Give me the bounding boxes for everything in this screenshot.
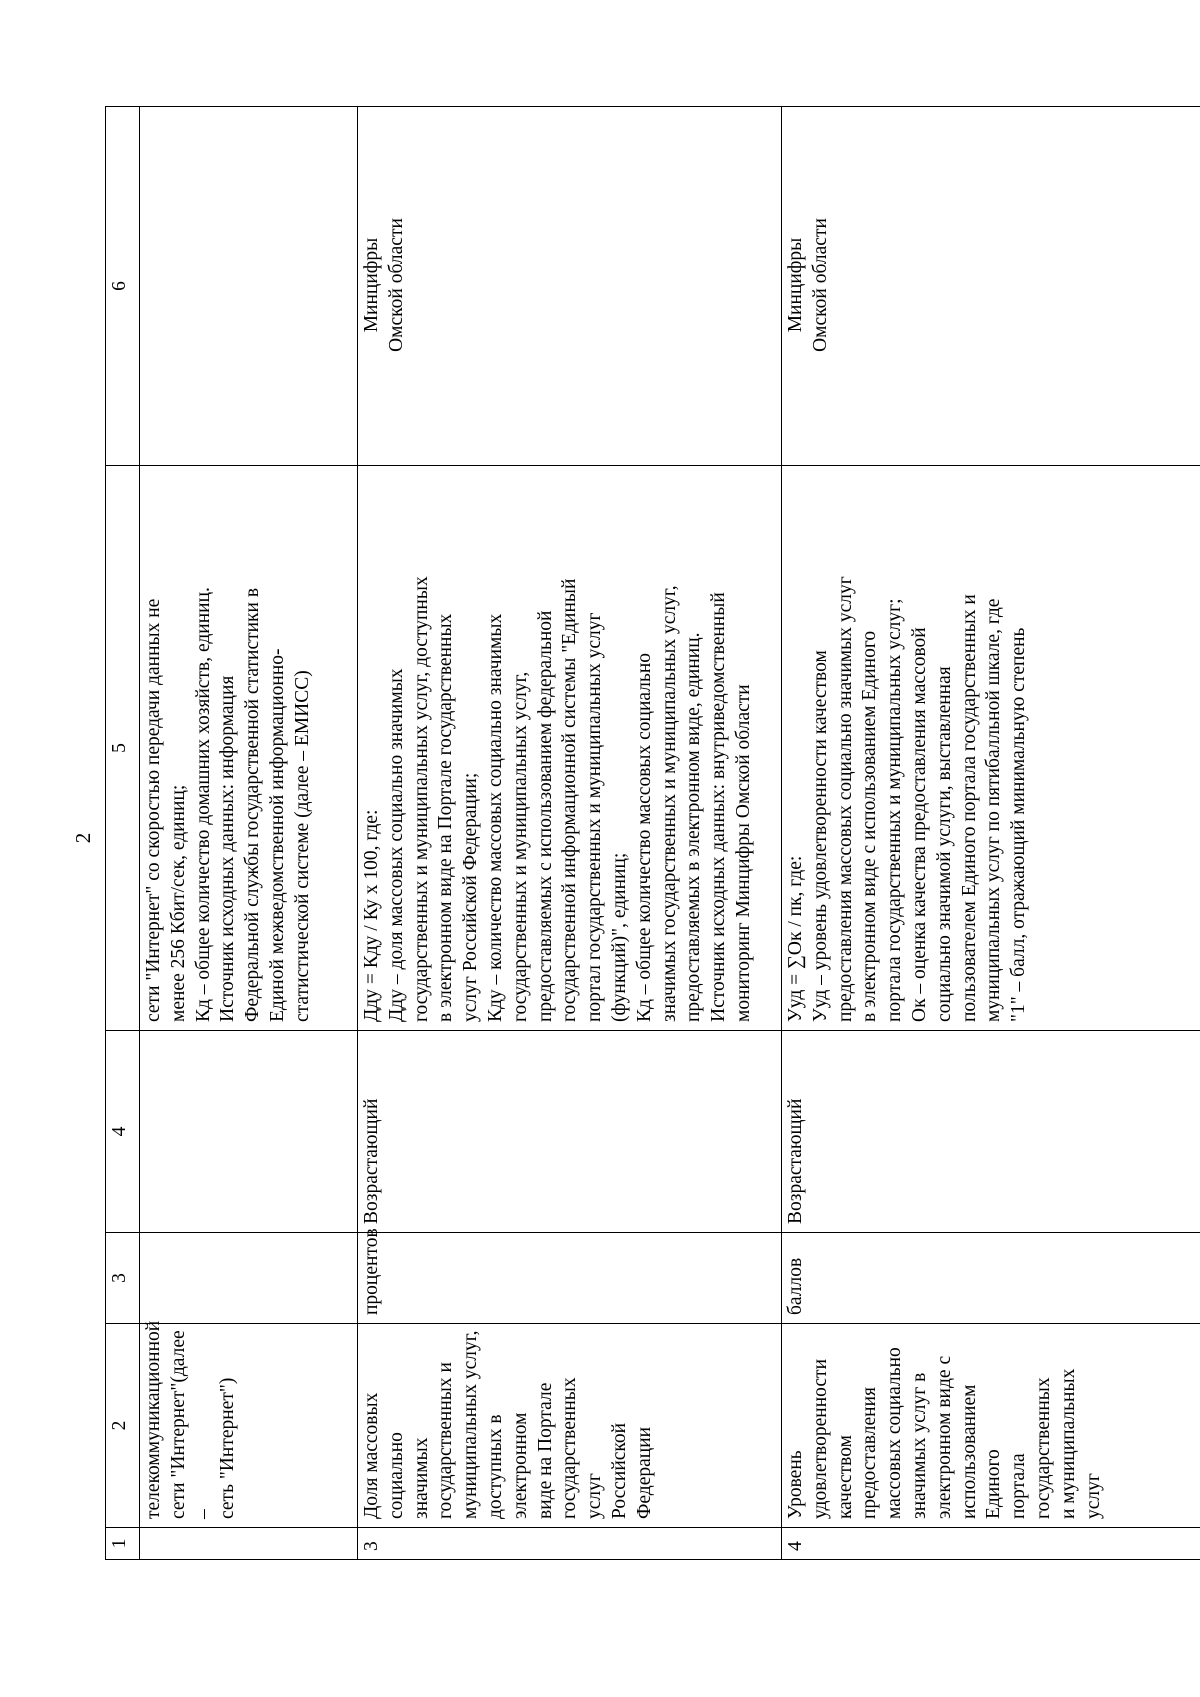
row-number: 3 xyxy=(358,1528,782,1560)
unit: баллов xyxy=(782,1233,1200,1324)
table-row xyxy=(140,107,358,1560)
trend: Возрастающий xyxy=(358,1031,782,1233)
rotated-table-container xyxy=(105,107,1200,1560)
header-row xyxy=(106,107,140,1560)
table-row xyxy=(782,107,1200,1560)
header-col-6: 6 xyxy=(106,107,140,466)
calculation-method: сети "Интернет" со скоростью передачи данных не менее 256 Кбит/сек, единиц; Кд – общее количество домашних хозяйств, единиц. Источник исходных данных: информация Федеральной службы государственной статистики в Единой межведомственной информационно- статистической системе (далее – ЕМИСС) xyxy=(140,466,358,1031)
row-number: 4 xyxy=(782,1528,1200,1560)
indicators-table xyxy=(105,106,1200,1560)
responsible-body: Минцифры Омской области xyxy=(358,107,782,466)
unit xyxy=(140,1233,358,1324)
indicator-name: Доля массовых социально значимых государственных и муниципальных услуг, доступных в электронном виде на Портале государственных услуг Российской Федерации xyxy=(358,1324,782,1528)
header-col-2: 2 xyxy=(106,1324,140,1528)
table-row xyxy=(358,107,782,1560)
calculation-method: Ууд = ∑Ок / пк, где: Ууд – уровень удовлетворенности качеством предоставления массовых социально значимых услуг в электронном виде с использованием Единого портала государственных и муниципальных услуг; Ок – оценка качества предоставления массовой социально значимой услуги, выставленная пользователем Единого портала государственных и муниципальных услуг по пятибалльной шкале, где "1" – балл, отражающий минимальную степень xyxy=(782,466,1200,1031)
header-col-5: 5 xyxy=(106,466,140,1031)
header-col-4: 4 xyxy=(106,1031,140,1233)
indicator-name: Уровень удовлетворенности качеством предоставления массовых социально значимых услуг в электронном виде с использованием Единого портала государственных и муниципальных услуг xyxy=(782,1324,1200,1528)
header-col-1: 1 xyxy=(106,1528,140,1560)
calculation-method: Дду = Кду / Ку х 100, где: Дду – доля массовых социально значимых государственных и муниципальных услуг, доступных в электронном виде на Портале государственных услуг Российской Федерации; Кду – количество массовых социально значимых государственных и муниципальных услуг, предоставляемых с использованием федеральной государственной информационной системы "Единый портал государственных и муниципальных услуг (функций)", единиц; Кд – общее количество массовых социально значимых государственных и муниципальных услуг, предоставляемых в электронном виде, единиц. Источник исходных данных: внутриведомственный мониторинг Минцифры Омской области xyxy=(358,466,782,1031)
header-col-3: 3 xyxy=(106,1233,140,1324)
responsible-body: Минцифры Омской области xyxy=(782,107,1200,466)
indicator-name: телекоммуникационной сети "Интернет"(далее – сеть "Интернет") xyxy=(140,1324,358,1528)
trend xyxy=(140,1031,358,1233)
row-number xyxy=(140,1528,358,1560)
trend: Возрастающий xyxy=(782,1031,1200,1233)
responsible-body xyxy=(140,107,358,466)
unit: процентов xyxy=(358,1233,782,1324)
page-number: 2 xyxy=(71,832,95,844)
